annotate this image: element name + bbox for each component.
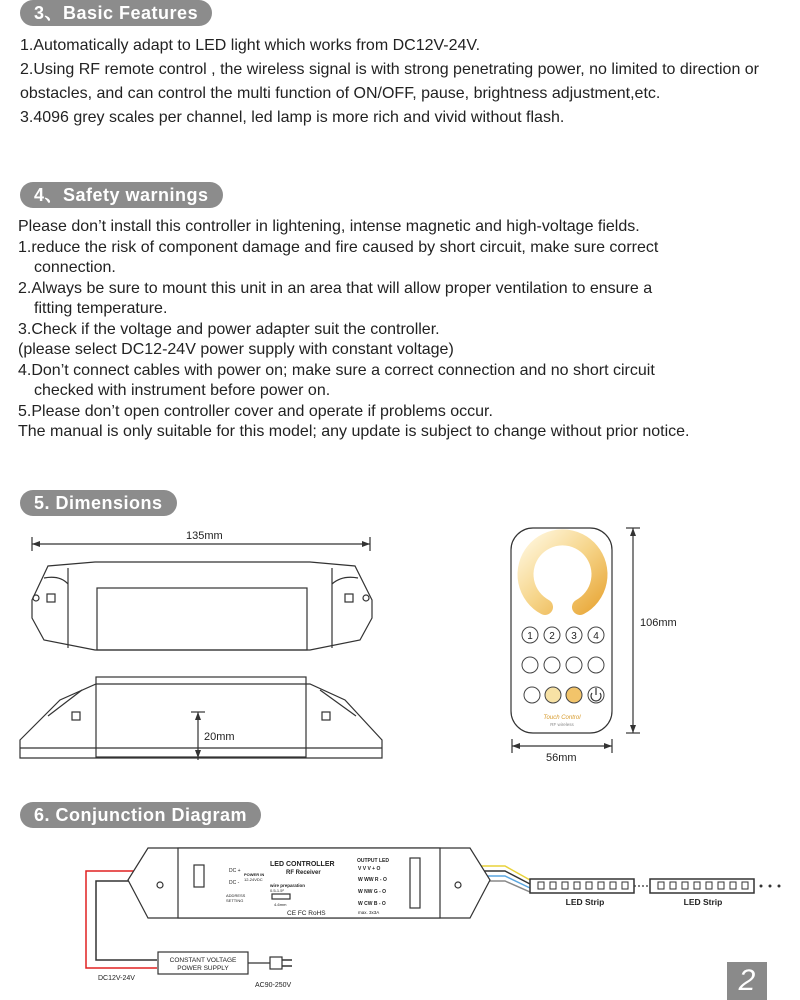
safety-item-4: 4.Don’t connect cables with power on; make sure a correct connection and no short circuit (18, 361, 655, 379)
output-label: OUTPUT LED (357, 858, 389, 864)
zone-key-3: 3 (571, 631, 577, 642)
section-title-basic-features: 3、Basic Features (20, 0, 212, 26)
wire-size: 0.5-1.5² (270, 888, 284, 893)
remote-sub: RF wireless (550, 722, 574, 727)
cert-marks: CE FC RoHS (287, 910, 326, 917)
supply-line-2: POWER SUPPLY (177, 965, 229, 972)
safety-item-1: 1.reduce the risk of component damage and fire caused by short circuit, make sure correct (18, 238, 659, 256)
out-row-1: V V V + O (358, 866, 381, 872)
wire-prep: wire preparation (270, 883, 306, 888)
dc-range-label: DC12V-24V (98, 975, 135, 982)
setting-label: SETTING (226, 898, 244, 903)
power-in: POWER IN (244, 872, 265, 877)
led-strip-2 (650, 879, 754, 893)
safety-closing: The manual is only suitable for this model; any update is subject to change without prior notice. (18, 423, 690, 440)
dim-length-label: 135mm (186, 530, 223, 542)
zone-key-1: 1 (527, 631, 533, 642)
max-current: max. 3x3A (358, 910, 380, 915)
supply-line-1: CONSTANT VOLTAGE (169, 957, 237, 964)
section-title-safety-warnings: 4、Safety warnings (20, 182, 223, 208)
dim-height-label: 20mm (204, 731, 235, 743)
basic-feature-2: 2.Using RF remote control , the wireless signal is with strong penetrating power, no limited to direction or obstacles, and can control the multi function of ON/OFF, pause, brightness adjustment,etc. (20, 61, 760, 102)
dc-plus: DC + (229, 868, 241, 874)
basic-feature-3: 3.4096 grey scales per channel, led lamp is more rich and vivid without flash. (20, 109, 565, 126)
dc-minus: DC - (229, 880, 240, 886)
zone-key-2: 2 (549, 631, 555, 642)
safety-item-5: 5.Please don’t open controller cover and operate if problems occur. (18, 402, 493, 420)
strip-label-1: LED Strip (565, 897, 605, 907)
out-row-4: W CW B - O (358, 901, 386, 907)
page-number: 2 (727, 962, 767, 1000)
address-label: ADDRESS (226, 893, 246, 898)
safety-item-3: 3.Check if the voltage and power adapter suit the controller. (18, 320, 440, 338)
safety-intro: Please don’t install this controller in lightening, intense magnetic and high-voltage fields. (18, 218, 640, 235)
out-row-2: W WW R - O (358, 877, 387, 883)
out-row-3: W NW G - O (358, 889, 387, 895)
safety-item-1-cont: connection. (34, 259, 116, 276)
power-range: 12-24VDC (244, 877, 263, 882)
mains-plug-icon (270, 957, 282, 969)
basic-feature-1: 1.Automatically adapt to LED light which works from DC12V-24V. (20, 37, 481, 54)
led-strip-1 (530, 879, 634, 893)
safety-item-4-cont: checked with instrument before power on. (34, 382, 331, 399)
strip-length: 4-6mm (274, 902, 287, 907)
controller-sub: RF Receiver (286, 870, 321, 876)
safety-item-2-cont: fitting temperature. (34, 300, 168, 317)
section-title-conjunction-diagram: 6. Conjunction Diagram (20, 802, 261, 828)
remote-brand: Touch Control (543, 715, 581, 721)
strip-label-2: LED Strip (683, 897, 723, 907)
controller-title: LED CONTROLLER (270, 861, 335, 868)
zone-key-4: 4 (593, 631, 599, 642)
ac-range-label: AC90-250V (255, 982, 292, 989)
safety-item-2: 2.Always be sure to mount this unit in an area that will allow proper ventilation to ensure a (18, 279, 653, 297)
remote-width-label: 56mm (546, 752, 577, 764)
remote-height-label: 106mm (640, 617, 677, 629)
safety-note-3: (please select DC12-24V power supply with constant voltage) (18, 341, 454, 358)
section-title-dimensions: 5. Dimensions (20, 490, 177, 516)
